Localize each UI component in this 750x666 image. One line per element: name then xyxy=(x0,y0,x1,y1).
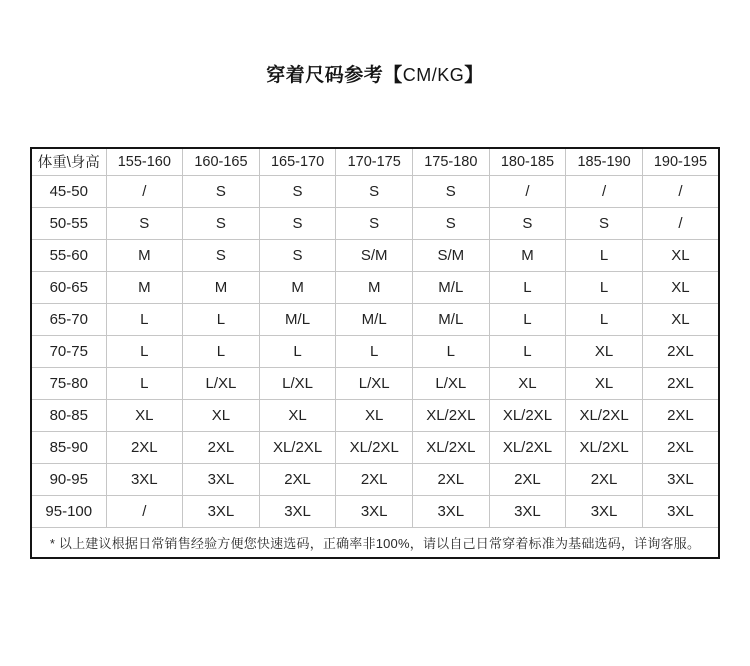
size-cell: S xyxy=(106,207,183,239)
weight-range-cell: 60-65 xyxy=(31,271,106,303)
size-cell: L xyxy=(489,303,566,335)
size-cell: XL/2XL xyxy=(566,399,643,431)
size-cell: M xyxy=(336,271,413,303)
size-cell: L xyxy=(566,271,643,303)
weight-range-cell: 50-55 xyxy=(31,207,106,239)
table-row xyxy=(31,207,719,239)
height-header-cell: 180-185 xyxy=(489,148,566,175)
size-cell: M xyxy=(259,271,336,303)
corner-header-cell: 体重\身高 xyxy=(31,148,106,175)
weight-range-cell: 95-100 xyxy=(31,495,106,527)
size-cell: S xyxy=(183,239,260,271)
size-cell: XL xyxy=(106,399,183,431)
size-cell: 3XL xyxy=(642,495,719,527)
size-cell: M/L xyxy=(336,303,413,335)
size-cell: XL/2XL xyxy=(259,431,336,463)
weight-range-cell: 85-90 xyxy=(31,431,106,463)
size-cell: S/M xyxy=(413,239,490,271)
size-cell: M/L xyxy=(259,303,336,335)
weight-range-cell: 55-60 xyxy=(31,239,106,271)
size-cell: L xyxy=(183,303,260,335)
size-cell: 2XL xyxy=(183,431,260,463)
table-row xyxy=(31,335,719,367)
height-header-cell: 165-170 xyxy=(259,148,336,175)
size-cell: M xyxy=(183,271,260,303)
size-cell: 2XL xyxy=(642,399,719,431)
size-cell: M/L xyxy=(413,271,490,303)
page-title-prefix: 穿着尺码参考【 xyxy=(266,65,403,86)
size-cell: XL/2XL xyxy=(566,431,643,463)
size-cell: XL xyxy=(336,399,413,431)
size-cell: L xyxy=(106,367,183,399)
size-cell: XL xyxy=(489,367,566,399)
table-row xyxy=(31,271,719,303)
size-cell: 3XL xyxy=(489,495,566,527)
size-cell: / xyxy=(642,207,719,239)
table-row xyxy=(31,431,719,463)
size-cell: XL xyxy=(183,399,260,431)
table-row xyxy=(31,303,719,335)
weight-range-cell: 45-50 xyxy=(31,175,106,207)
size-cell: XL xyxy=(259,399,336,431)
size-cell: / xyxy=(642,175,719,207)
size-cell: L xyxy=(183,335,260,367)
size-cell: 2XL xyxy=(642,431,719,463)
size-cell: 2XL xyxy=(642,335,719,367)
size-cell: 3XL xyxy=(183,495,260,527)
size-cell: XL/2XL xyxy=(489,431,566,463)
size-cell: L/XL xyxy=(336,367,413,399)
size-cell: 2XL xyxy=(413,463,490,495)
size-cell: 3XL xyxy=(183,463,260,495)
size-cell: S xyxy=(183,175,260,207)
size-cell: XL xyxy=(566,335,643,367)
size-cell: 2XL xyxy=(259,463,336,495)
size-cell: / xyxy=(106,175,183,207)
size-cell: XL/2XL xyxy=(413,431,490,463)
size-cell: L/XL xyxy=(183,367,260,399)
size-cell: S xyxy=(336,207,413,239)
weight-range-cell: 80-85 xyxy=(31,399,106,431)
size-cell: 3XL xyxy=(566,495,643,527)
height-header-cell: 155-160 xyxy=(106,148,183,175)
size-cell: XL/2XL xyxy=(489,399,566,431)
size-cell: L xyxy=(413,335,490,367)
size-cell: / xyxy=(106,495,183,527)
size-cell: 2XL xyxy=(642,367,719,399)
size-cell: S xyxy=(259,239,336,271)
table-row xyxy=(31,495,719,527)
size-cell: 3XL xyxy=(642,463,719,495)
height-header-cell: 175-180 xyxy=(413,148,490,175)
size-cell: / xyxy=(566,175,643,207)
height-header-cell: 170-175 xyxy=(336,148,413,175)
height-header-cell: 160-165 xyxy=(183,148,260,175)
table-row xyxy=(31,399,719,431)
table-footnote: * 以上建议根据日常销售经验方便您快速选码，正确率非100%，请以自己日常穿着标准为基础选码，详询客服。 xyxy=(31,527,719,558)
size-cell: XL/2XL xyxy=(336,431,413,463)
size-cell: L/XL xyxy=(259,367,336,399)
weight-range-cell: 65-70 xyxy=(31,303,106,335)
size-cell: S xyxy=(259,175,336,207)
weight-range-cell: 75-80 xyxy=(31,367,106,399)
size-cell: L xyxy=(566,239,643,271)
table-header-row xyxy=(31,148,719,175)
size-cell: S xyxy=(489,207,566,239)
size-cell: 2XL xyxy=(489,463,566,495)
size-cell: XL xyxy=(642,271,719,303)
size-cell: L xyxy=(106,303,183,335)
size-cell: M xyxy=(106,271,183,303)
size-reference-table xyxy=(30,147,720,559)
size-cell: L xyxy=(489,335,566,367)
size-cell: M/L xyxy=(413,303,490,335)
size-cell: 2XL xyxy=(336,463,413,495)
size-cell: 3XL xyxy=(106,463,183,495)
size-cell: L xyxy=(106,335,183,367)
size-cell: XL xyxy=(642,303,719,335)
size-cell: 2XL xyxy=(566,463,643,495)
size-cell: L xyxy=(566,303,643,335)
size-cell: S xyxy=(566,207,643,239)
height-header-cell: 185-190 xyxy=(566,148,643,175)
size-cell: L xyxy=(259,335,336,367)
size-cell: S xyxy=(413,207,490,239)
weight-range-cell: 90-95 xyxy=(31,463,106,495)
footnote-row xyxy=(31,527,719,558)
size-cell: XL/2XL xyxy=(413,399,490,431)
height-header-cell: 190-195 xyxy=(642,148,719,175)
size-cell: 2XL xyxy=(106,431,183,463)
weight-range-cell: 70-75 xyxy=(31,335,106,367)
size-cell: S xyxy=(413,175,490,207)
table-row xyxy=(31,367,719,399)
size-cell: S/M xyxy=(336,239,413,271)
size-cell: S xyxy=(259,207,336,239)
size-cell: 3XL xyxy=(413,495,490,527)
page-title xyxy=(0,0,750,87)
table-row xyxy=(31,463,719,495)
size-cell: M xyxy=(489,239,566,271)
size-cell: L xyxy=(489,271,566,303)
size-cell: S xyxy=(336,175,413,207)
size-cell: M xyxy=(106,239,183,271)
size-cell: / xyxy=(489,175,566,207)
size-cell: L xyxy=(336,335,413,367)
page-title-unit: CM/KG xyxy=(402,65,465,85)
size-cell: XL xyxy=(642,239,719,271)
table-row xyxy=(31,175,719,207)
size-cell: L/XL xyxy=(413,367,490,399)
size-cell: 3XL xyxy=(259,495,336,527)
size-cell: S xyxy=(183,207,260,239)
size-cell: 3XL xyxy=(336,495,413,527)
page-title-suffix: 】 xyxy=(464,65,484,86)
table-row xyxy=(31,239,719,271)
size-cell: XL xyxy=(566,367,643,399)
